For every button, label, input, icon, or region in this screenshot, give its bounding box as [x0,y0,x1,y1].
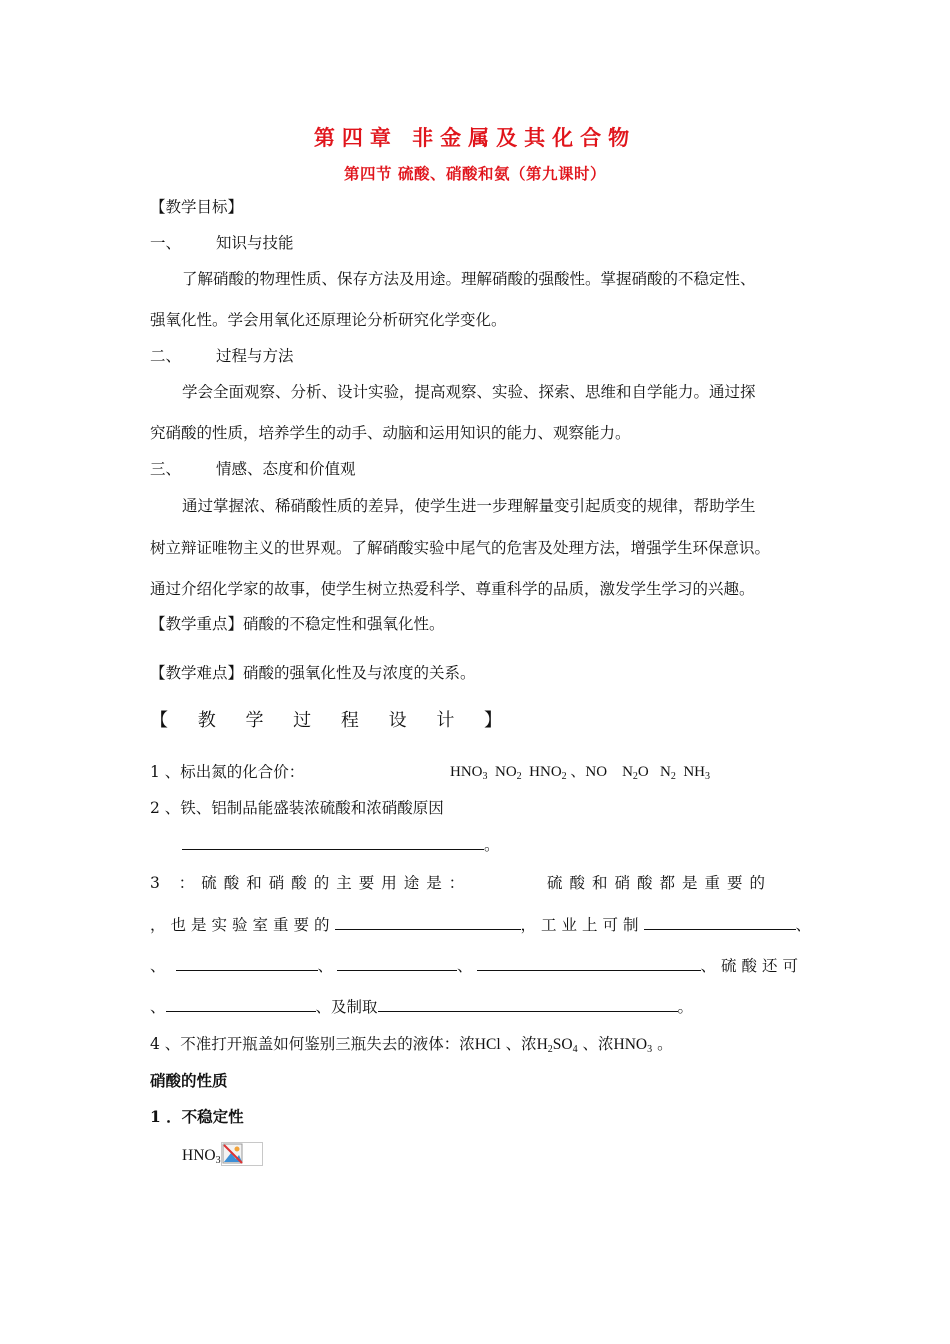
question-4-item-3: 浓$HNO_3$ [598,1036,653,1055]
question-3-line-2a: ，也是实验室重要的 [150,916,335,934]
question-3-line-2c: 、 [795,916,812,934]
objective-2-line-1: 学会全面观察、分析、设计实验，提高观察、实验、探索、思维和自学能力。通过探 [182,383,756,401]
objective-1-num: 一、 [150,234,182,252]
objective-1-line-1: 了解硝酸的物理性质、保存方法及用途。理解硝酸的强酸性。掌握硝酸的不稳定性、 [182,270,756,288]
objective-3-title: 情感、态度和价值观 [216,460,356,478]
broken-image-icon [221,1142,263,1166]
question-3-line-4a: 、 [150,998,166,1016]
formula-line [182,1142,263,1166]
properties-heading: 硝酸的性质 [150,1071,228,1090]
process-heading: 【 教 学 过 程 设 计 】 [150,710,515,731]
objective-2-line-2: 究硝酸的性质，培养学生的动手、动脑和运用知识的能力、观察能力。 [150,424,631,442]
question-3-line-4c: 。 [677,998,694,1016]
question-3-blank-7[interactable] [378,996,678,1012]
key-point [150,614,445,634]
question-3-line-1a: 3 ：硫酸和硝酸的主要用途是： [150,874,472,892]
key-point-text: 硝酸的不稳定性和强氧化性。 [243,615,445,633]
objective-2-num: 二、 [150,347,182,365]
question-3-line-4b: 、及制取 [315,998,378,1016]
question-3-blank-5[interactable] [477,955,701,971]
question-3-line-3b: 、 [317,957,334,975]
question-3-line-3d: 、硫酸还可 [700,957,804,975]
question-3-line-3c: 、 [457,957,473,975]
question-4-end: 。 [652,1035,673,1053]
question-3-blank-4[interactable] [337,955,457,971]
properties-sub-1: 1 ．不稳定性 [150,1107,244,1126]
question-3-blank-6[interactable] [166,996,316,1012]
question-3-line-3 [150,955,803,976]
question-3-line-2b: ，工业上可制 [520,916,644,934]
question-4-item-1: 浓HCl [459,1036,501,1053]
question-3-line-3a: 、 [150,957,166,975]
objective-3-line-3: 通过介绍化学家的故事，使学生树立热爱科学、尊重科学的品质，激发学生学习的兴趣。 [150,580,755,598]
question-1-text: 1 、标出氮的化合价： [150,763,305,781]
question-2-answer [182,834,500,855]
question-2-text: 2 、铁、铝制品能盛装浓硫酸和浓硝酸原因 [150,799,444,817]
question-2-end: 。 [484,836,500,854]
difficulty [150,663,476,683]
objective-3-line-1: 通过掌握浓、稀硝酸性质的差异，使学生进一步理解量变引起质变的规律，帮助学生 [182,497,756,515]
question-4-text: 4 、不准打开瓶盖如何鉴别三瓶失去的液体： [150,1035,460,1053]
formula-hno3: $HNO_3$ [182,1147,221,1166]
question-3-blank-2[interactable] [644,914,796,930]
question-2-blank[interactable] [182,834,484,850]
question-4-item-2: 浓$H_2SO_4$ [521,1036,578,1055]
question-3-blank-1[interactable] [335,914,521,930]
question-3-line-1b: 硫酸和硝酸都是重要的 [547,874,773,892]
question-3-line-4 [150,996,693,1017]
question-4 [150,1034,673,1055]
question-4-sep-1: 、 [500,1035,522,1053]
section-title: 第四节 硫酸、硝酸和氨（第九课时） [344,164,606,183]
question-4-sep-2: 、 [577,1035,599,1053]
question-3-blank-3[interactable] [176,955,318,971]
difficulty-label: 【教学难点】 [150,664,244,682]
key-point-label: 【教学重点】 [150,615,244,633]
objective-1-line-2: 强氧化性。学会用氧化还原理论分析研究化学变化。 [150,311,507,329]
objectives-label: 【教学目标】 [150,198,244,216]
difficulty-text: 硝酸的强氧化性及与浓度的关系。 [243,664,476,682]
objective-3-line-2: 树立辩证唯物主义的世界观。了解硝酸实验中尾气的危害及处理方法，增强学生环保意识。 [150,539,771,557]
objective-1-title: 知识与技能 [216,234,294,252]
nitrogen-compounds: $HNO_3$ $NO_2$ $HNO_2$ 、NO $N_2O$ $N_2$ $NH_3$ [450,764,711,782]
question-3-line-2 [150,914,811,935]
objective-2-title: 过程与方法 [216,347,294,365]
objective-3-num: 三、 [150,460,182,478]
chapter-title: 第四章 非金属及其化合物 [313,125,637,150]
